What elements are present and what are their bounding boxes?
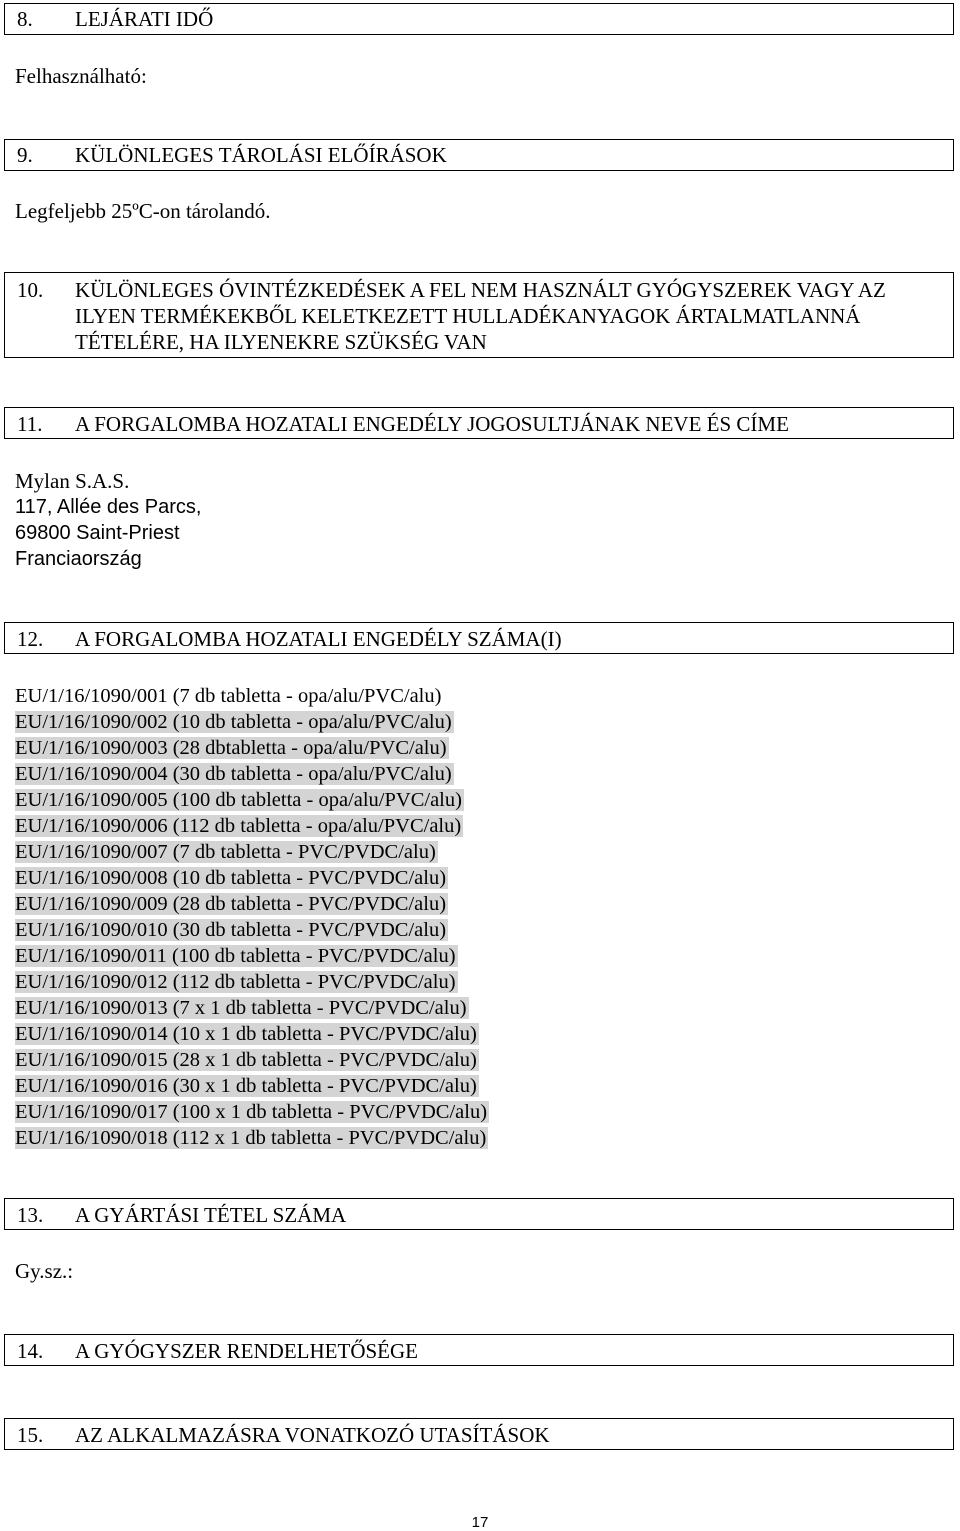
license-number: EU/1/16/1090/002 (10 db tabletta - opa/alu/PVC/alu) [15, 711, 452, 733]
section-title: A FORGALOMBA HOZATALI ENGEDÉLY JOGOSULTJÁNAK NEVE ÉS CÍME [75, 412, 789, 436]
license-number: EU/1/16/1090/014 (10 x 1 db tabletta - PVC/PVDC/alu) [15, 1023, 477, 1045]
section-8-header [4, 3, 954, 35]
section-number: 8. [17, 7, 33, 31]
license-number: EU/1/16/1090/012 (112 db tabletta - PVC/PVDC/alu) [15, 971, 456, 993]
license-number: EU/1/16/1090/009 (28 db tabletta - PVC/PVDC/alu) [15, 893, 447, 915]
section-title: A GYÁRTÁSI TÉTEL SZÁMA [75, 1203, 347, 1227]
section-number: 13. [17, 1203, 44, 1227]
batch-label: Gy.sz.: [15, 1259, 74, 1283]
license-number: EU/1/16/1090/003 (28 dbtabletta - opa/alu/PVC/alu) [15, 737, 447, 759]
section-12-header [4, 622, 954, 654]
section-11-header [4, 407, 954, 439]
license-number: EU/1/16/1090/013 (7 x 1 db tabletta - PVC/PVDC/alu) [15, 997, 467, 1019]
section-15-header [4, 1418, 954, 1450]
license-number: EU/1/16/1090/001 (7 db tabletta - opa/alu/PVC/alu) [15, 685, 442, 707]
section-number: 9. [17, 143, 33, 167]
page-number: 17 [471, 1514, 489, 1531]
section-title: KÜLÖNLEGES ÓVINTÉZKEDÉSEK A FEL NEM HASZNÁLT GYÓGYSZEREK VAGY AZ ILYEN TERMÉKEKBŐL KELETKEZETT HULLADÉKANYAGOK ÁRTALMATLANNÁ TÉTELÉRE, HA ILYENEKRE SZÜKSÉG VAN [75, 278, 886, 354]
license-number: EU/1/16/1090/010 (30 db tabletta - PVC/PVDC/alu) [15, 919, 447, 941]
license-number: EU/1/16/1090/015 (28 x 1 db tabletta - PVC/PVDC/alu) [15, 1049, 477, 1071]
section-title: A FORGALOMBA HOZATALI ENGEDÉLY SZÁMA(I) [75, 627, 562, 651]
section-9-header [4, 139, 954, 171]
section-number: 14. [17, 1339, 44, 1363]
license-number: EU/1/16/1090/011 (100 db tabletta - PVC/PVDC/alu) [15, 945, 456, 967]
holder-name: Mylan S.A.S. [15, 469, 130, 493]
section-10-header [4, 272, 954, 358]
license-number-list [15, 683, 489, 1151]
section-title: AZ ALKALMAZÁSRA VONATKOZÓ UTASÍTÁSOK [75, 1423, 550, 1447]
license-number: EU/1/16/1090/006 (112 db tabletta - opa/alu/PVC/alu) [15, 815, 462, 837]
section-13-header [4, 1198, 954, 1230]
license-number: EU/1/16/1090/004 (30 db tabletta - opa/alu/PVC/alu) [15, 763, 452, 785]
section-title: A GYÓGYSZER RENDELHETŐSÉGE [75, 1339, 418, 1363]
section-number: 10. [17, 278, 44, 302]
section-title: KÜLÖNLEGES TÁROLÁSI ELŐÍRÁSOK [75, 143, 447, 167]
section-14-header [4, 1334, 954, 1366]
section-number: 12. [17, 627, 44, 651]
section-title: LEJÁRATI IDŐ [75, 7, 214, 31]
license-number: EU/1/16/1090/008 (10 db tabletta - PVC/PVDC/alu) [15, 867, 447, 889]
expiry-label: Felhasználható: [15, 64, 147, 88]
holder-address-line-1: 117, Allée des Parcs, [15, 496, 202, 518]
holder-country: Franciaország [15, 548, 142, 570]
holder-address-line-2: 69800 Saint-Priest [15, 522, 180, 544]
license-number: EU/1/16/1090/016 (30 x 1 db tabletta - PVC/PVDC/alu) [15, 1075, 477, 1097]
section-number: 15. [17, 1423, 44, 1447]
license-number: EU/1/16/1090/018 (112 x 1 db tabletta - PVC/PVDC/alu) [15, 1127, 487, 1149]
storage-text: Legfeljebb 25ºC-on tárolandó. [15, 199, 271, 223]
license-number: EU/1/16/1090/017 (100 x 1 db tabletta - PVC/PVDC/alu) [15, 1101, 488, 1123]
section-number: 11. [17, 412, 43, 436]
license-number: EU/1/16/1090/005 (100 db tabletta - opa/alu/PVC/alu) [15, 789, 462, 811]
license-number: EU/1/16/1090/007 (7 db tabletta - PVC/PVDC/alu) [15, 841, 436, 863]
